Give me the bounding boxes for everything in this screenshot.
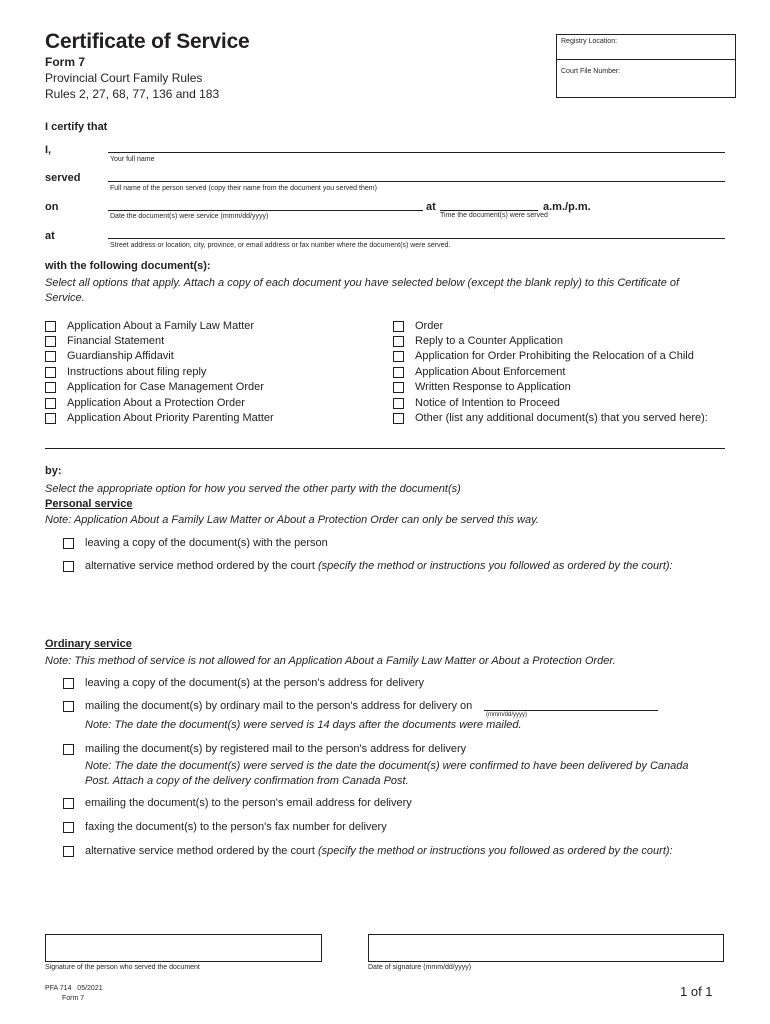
registry-box (556, 34, 736, 98)
doc-option-left-2[interactable] (45, 350, 174, 362)
doc-option-right-0[interactable] (393, 320, 443, 332)
doc-option-label: Application for Case Management Order (67, 381, 264, 393)
checkbox[interactable] (393, 351, 404, 362)
personal-option-label-italic: (specify the method or instructions you followed as ordered by the court): (317, 560, 673, 572)
doc-option-right-4[interactable] (393, 381, 571, 393)
ordinary-option-label: leaving a copy of the document(s) at the person's address for delivery (85, 677, 425, 689)
doc-option-left-6[interactable] (45, 412, 274, 424)
form-subtitle (45, 70, 219, 102)
checkbox[interactable] (393, 382, 404, 393)
doc-option-label: Application for Order Prohibiting the Relocation of a Child (415, 350, 694, 362)
checkbox[interactable] (393, 336, 404, 347)
checkbox[interactable] (45, 367, 56, 378)
person-served-hint: Full name of the person served (copy their name from the document you served them) (110, 185, 377, 192)
doc-option-label: Application About Enforcement (415, 366, 566, 378)
mailing-date-field[interactable] (484, 710, 658, 711)
doc-option-label: Application About a Protection Order (67, 397, 245, 409)
subtitle-line-2: Rules 2, 27, 68, 77, 136 and 183 (45, 87, 220, 101)
doc-option-label: Written Response to Application (415, 381, 571, 393)
ordinary-option-2-note: Note: The date the document(s) were served is 14 days after the documents were mailed. (85, 719, 522, 731)
checkbox[interactable] (45, 413, 56, 424)
doc-option-label: Other (list any additional document(s) that you served here): (415, 412, 708, 424)
personal-option-label: alternative service method ordered by the court (85, 560, 315, 572)
checkbox[interactable] (63, 798, 74, 809)
form-code: PFA 714 05/2021 (45, 985, 103, 992)
ordinary-alternative-method-field[interactable] (84, 860, 724, 920)
ordinary-option-label: faxing the document(s) to the person's fax number for delivery (85, 821, 387, 833)
personal-service-note: Note: Application About a Family Law Matter or About a Protection Order can only be served this way. (45, 514, 539, 526)
service-time-field[interactable] (440, 210, 538, 211)
signature-field[interactable] (45, 934, 322, 962)
by-heading: by: (45, 465, 62, 477)
service-time-hint: Time the document(s) were served (440, 212, 548, 219)
doc-option-right-1[interactable] (393, 335, 563, 347)
ordinary-service-note: Note: This method of service is not allowed for an Application About a Family Law Matter or About a Protection Order. (45, 655, 616, 667)
signature-label: Signature of the person who served the document (45, 964, 200, 971)
doc-option-left-5[interactable] (45, 397, 245, 409)
ordinary-service-heading: Ordinary service (45, 638, 132, 650)
doc-option-label: Order (415, 320, 444, 332)
registry-location-label: Registry Location: (561, 38, 618, 45)
doc-option-label: Application About a Family Law Matter (67, 320, 255, 332)
doc-option-label: Financial Statement (67, 335, 165, 347)
checkbox[interactable] (45, 382, 56, 393)
personal-alternative-method-field[interactable] (84, 575, 724, 625)
registry-location-field[interactable] (559, 45, 733, 58)
ordinary-option-label: mailing the document(s) by registered mail to the person's address for delivery (85, 743, 467, 755)
by-instruction: Select the appropriate option for how you served the other party with the document(s) (45, 483, 461, 495)
ordinary-option-label: mailing the document(s) by ordinary mail to the person's address for delivery on (85, 700, 473, 712)
subtitle-line-1: Provincial Court Family Rules (45, 71, 203, 85)
page-title: Certificate of Service (45, 30, 250, 53)
checkbox[interactable] (45, 321, 56, 332)
checkbox[interactable] (63, 822, 74, 833)
form-number: Form 7 (45, 55, 86, 69)
at-location-label: at (45, 230, 55, 242)
ordinary-option-5[interactable] (63, 821, 387, 833)
documents-instruction-line-1: Select all options that apply. Attach a copy of each document you have selected below (except the blank reply) to this Certificate of (45, 277, 680, 289)
on-label: on (45, 201, 59, 213)
doc-option-label: Guardianship Affidavit (67, 350, 174, 362)
ordinary-option-3-note-line-2: Post. Attach a copy of the delivery confirmation from Canada Post. (85, 775, 409, 787)
person-served-field[interactable] (108, 181, 725, 182)
other-documents-field[interactable] (45, 448, 725, 449)
ordinary-option-2[interactable] (63, 700, 472, 712)
certify-heading: I certify that (45, 121, 108, 133)
doc-option-left-4[interactable] (45, 381, 264, 393)
checkbox[interactable] (393, 413, 404, 424)
doc-option-right-3[interactable] (393, 366, 565, 378)
personal-option-2[interactable] (63, 560, 673, 572)
full-name-field[interactable] (108, 152, 725, 153)
full-name-hint: Your full name (110, 156, 155, 163)
signature-date-field[interactable] (368, 934, 724, 962)
service-location-field[interactable] (108, 238, 725, 239)
served-label: served (45, 172, 81, 184)
documents-instruction-line-2: Service. (45, 292, 85, 304)
checkbox[interactable] (63, 744, 74, 755)
court-file-number-label: Court File Number: (561, 68, 621, 75)
footer-form-number: Form 7 (62, 995, 85, 1002)
ordinary-option-3[interactable] (63, 743, 466, 755)
checkbox[interactable] (393, 398, 404, 409)
checkbox[interactable] (393, 367, 404, 378)
checkbox[interactable] (45, 398, 56, 409)
registry-divider (557, 59, 735, 60)
checkbox[interactable] (63, 561, 74, 572)
doc-option-label: Reply to a Counter Application (415, 335, 563, 347)
doc-option-label: Application About Priority Parenting Matter (67, 412, 274, 424)
at-time-label: at (426, 201, 436, 213)
i-label: I, (45, 144, 52, 156)
checkbox[interactable] (63, 701, 74, 712)
ordinary-option-3-note-line-1: Note: The date the document(s) were served is the date the document(s) were confirmed to have been delivered by Canada (85, 760, 689, 772)
doc-option-label: Notice of Intention to Proceed (415, 397, 560, 409)
doc-option-left-3[interactable] (45, 366, 206, 378)
checkbox[interactable] (63, 846, 74, 857)
documents-instruction (45, 276, 725, 306)
ordinary-option-1[interactable] (63, 677, 424, 689)
ordinary-option-label: alternative service method ordered by the court (85, 845, 315, 857)
ordinary-option-6[interactable] (63, 845, 673, 857)
personal-option-1[interactable] (63, 537, 328, 549)
personal-option-label: leaving a copy of the document(s) with the person (85, 537, 328, 549)
ordinary-option-label-italic: (specify the method or instructions you followed as ordered by the court): (317, 845, 673, 857)
page-number: 1 of 1 (680, 984, 713, 999)
ordinary-option-4[interactable] (63, 797, 412, 809)
doc-option-right-6[interactable] (393, 412, 708, 424)
doc-option-right-5[interactable] (393, 397, 560, 409)
mailing-date-hint: (mmm/dd/yyyy) (486, 712, 527, 718)
doc-option-left-1[interactable] (45, 335, 164, 347)
doc-option-right-2[interactable] (393, 350, 694, 362)
checkbox[interactable] (393, 321, 404, 332)
checkbox[interactable] (63, 678, 74, 689)
doc-option-left-0[interactable] (45, 320, 254, 332)
court-file-number-field[interactable] (559, 77, 733, 97)
doc-option-label: Instructions about filing reply (67, 366, 207, 378)
checkbox[interactable] (63, 538, 74, 549)
service-date-field[interactable] (108, 210, 423, 211)
personal-service-heading: Personal service (45, 498, 133, 510)
service-date-hint: Date the document(s) were service (mmm/dd/yyyy) (110, 213, 269, 220)
ampm-label: a.m./p.m. (543, 201, 591, 213)
documents-heading: with the following document(s): (45, 260, 211, 272)
service-location-hint: Street address or location, city, province, or email address or fax number where the document(s) were served. (110, 242, 451, 249)
ordinary-option-3-note (85, 759, 689, 789)
checkbox[interactable] (45, 351, 56, 362)
signature-date-label: Date of signature (mmm/dd/yyyy) (368, 964, 472, 971)
ordinary-option-label: emailing the document(s) to the person's email address for delivery (85, 797, 412, 809)
checkbox[interactable] (45, 336, 56, 347)
